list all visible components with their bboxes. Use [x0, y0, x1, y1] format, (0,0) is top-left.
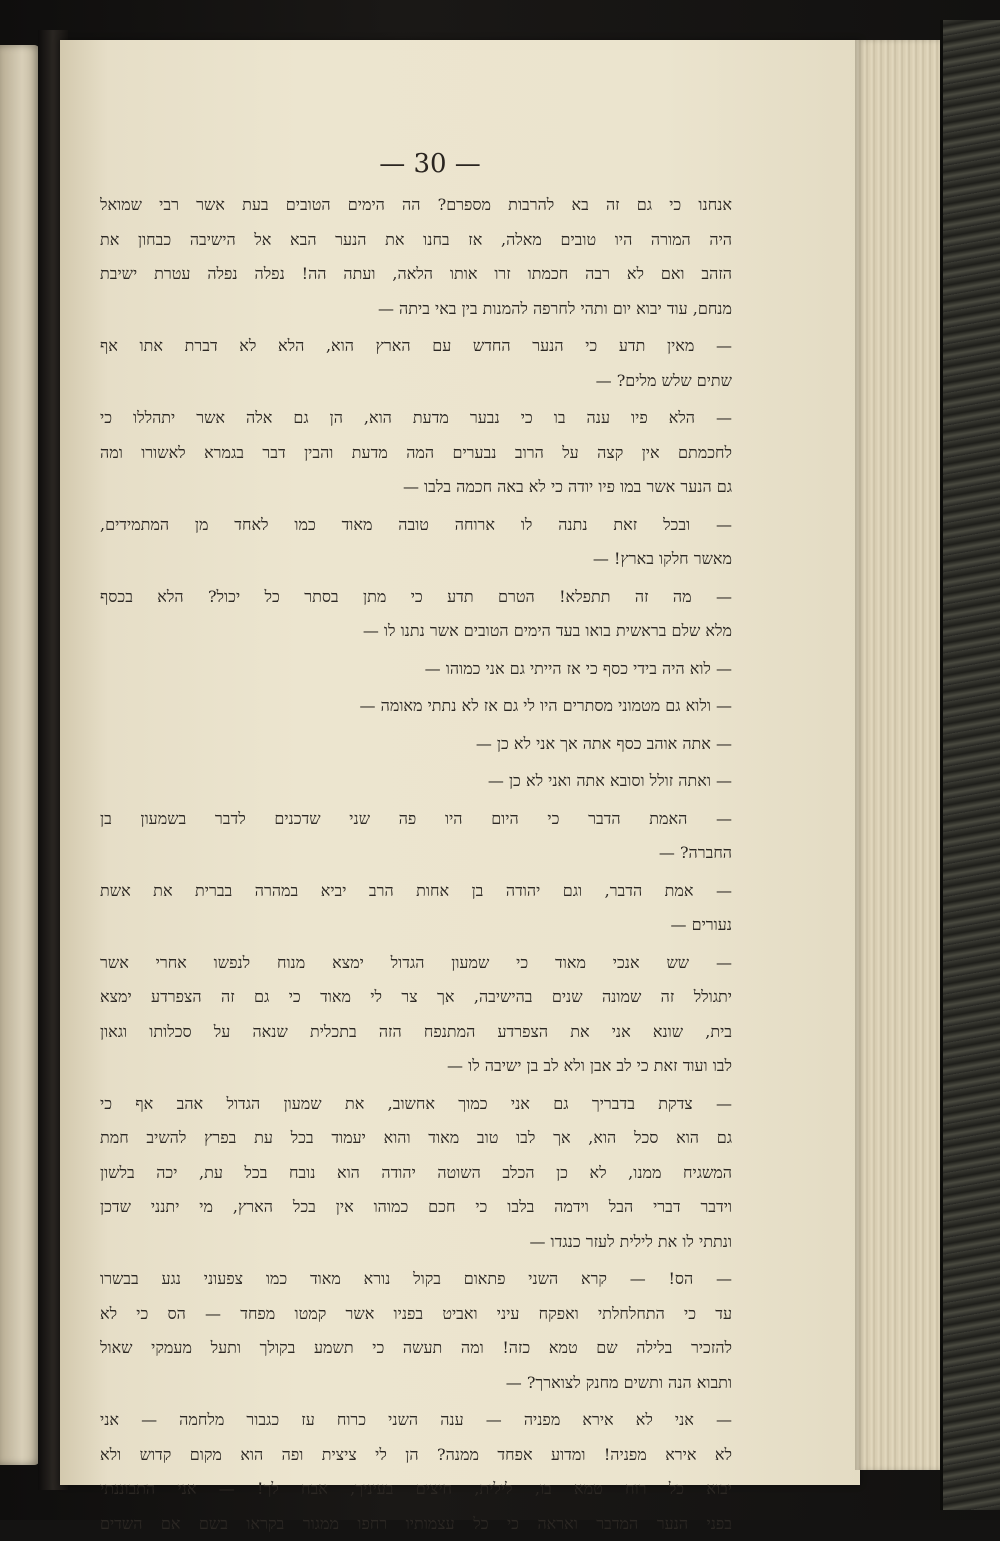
text-line: ונתתי לו את לילית לעזר כנגדו —	[100, 1225, 732, 1260]
text-line: — ואתה זולל וסובא אתה ואני לא כן —	[100, 764, 732, 799]
body-text	[100, 188, 732, 1541]
text-line: החברה? —	[100, 836, 732, 871]
text-line: גם הנער אשר במו פיו יודה כי לא באה חכמה בלבו —	[100, 470, 732, 505]
text-line: היה המורה היו טובים מאלה, אז בחנו את הנער הבא אל הישיבה כבחון את	[100, 223, 732, 258]
page-number: — 30 —	[300, 146, 560, 182]
text-line: המשגיח ממנו, לא כן הכלב השוטה יהודה הוא נובח בכל עת, יכה בלשון	[100, 1156, 732, 1191]
text-line: — הלא פיו ענה בו כי נבער מדעת הוא, הן גם אלה אשר יתהללו כי	[100, 401, 732, 436]
text-line: לבו ועוד זאת כי לב אבן ולא לב בן ישיבה לו —	[100, 1049, 732, 1084]
text-line: — אני לא אירא מפניה — ענה השני כרוח עז כגבור מלחמה — אני	[100, 1403, 732, 1438]
book-cover	[940, 20, 1000, 1510]
text-line: — האמת הדבר כי היום היו פה שני שדכנים לדבר בשמעון בן	[100, 802, 732, 837]
text-line: — מאין תדע כי הנער החדש עם הארץ הוא, הלא לא דברת אתו אף	[100, 329, 732, 364]
text-line: — אמת הדבר, וגם יהודה בן אחות הרב יביא במהרה בברית את אשת	[100, 874, 732, 909]
text-line: אנחנו כי גם זה בא להרבות מספרם? הה הימים הטובים בעת אשר רבי שמואל	[100, 188, 732, 223]
text-line: — ולוא גם מטמוני מסתרים היו לי גם אז לא נתתי מאומה —	[100, 689, 732, 724]
text-line: בית, שונא אני את הצפרדע המתנפח הזה בתכלית שנאה על סכלותו וגאון	[100, 1015, 732, 1050]
text-line: שתים שלש מלים? —	[100, 364, 732, 399]
text-line: מלא שלם בראשית בואו בעד הימים הטובים אשר נתנו לו —	[100, 614, 732, 649]
text-line: מנחם, עוד יבוא יום ותהי לחרפה להמנות בין באי ביתה —	[100, 292, 732, 327]
text-line: מאשר חלקו בארץ! —	[100, 542, 732, 577]
text-line: עד כי התחלחלתי ואפקח עיני ואביט בפניו אשר קמטו מפחד — הס כי לא	[100, 1297, 732, 1332]
text-line: וידבר דברי הבל וידמה בלבו כי חכם כמוהו אין בכל הארץ, מי יתנני שדכן	[100, 1190, 732, 1225]
text-line: בפני הנער המדבר ואראה כי כל עצמותיו רחפו ממגור בקראו בשם אם השדים	[100, 1507, 732, 1541]
text-line: — ובכל זאת נתנה לו ארוחה טובה מאוד כמו לאחד מן המתמידים,	[100, 508, 732, 543]
text-line: גם הוא סכל הוא, אך לבו טוב מאוד והוא יעמוד בכל עת בפרץ להשיב חמת	[100, 1121, 732, 1156]
text-line: יתגולל זה שמונה שנים בהישיבה, אך צר לי מאוד כי גם זה הצפרדע ימצא	[100, 980, 732, 1015]
left-page-edge	[0, 45, 40, 1465]
text-line: להזכיר בלילה שם טמא כזה! ומה תעשה כי תשמע בקולך ותעל מעמקי שאול	[100, 1331, 732, 1366]
text-line: — הס! — קרא השני פתאום בקול נורא מאוד כמו צפעוני נגע בבשרו	[100, 1262, 732, 1297]
text-line: — צדקת בדבריך גם אני כמוך אחשוב, את שמעון הגדול אהב אף כי	[100, 1087, 732, 1122]
text-line: הזהב ואם לא רבה חכמתו זרו אותו הלאה, ועתה הה! נפלה נפלה עטרת ישיבת	[100, 257, 732, 292]
text-line: יבוא כל רוח טמא בו, לילית, חיצים בעיניך, אבח לך! — אני התבוננתי	[100, 1472, 732, 1507]
text-line: — מה זה תתפלא! הטרם תדע כי מתן בסתר כל יכול? הלא בכסף	[100, 580, 732, 615]
text-line: לא אירא מפניה! ומדוע אפחד ממנה? הן לי ציצית ופה הוא מקום קדוש ולא	[100, 1438, 732, 1473]
text-line: ותבוא הנה ותשים מחנק לצוארך? —	[100, 1366, 732, 1401]
text-line: — שש אנכי מאוד כי שמעון הגדול ימצא מנוח לנפשו אחרי אשר	[100, 946, 732, 981]
text-line: נעורים —	[100, 908, 732, 943]
text-line: לחכמתם אין קצה על הרוב נבערים המה מדעת והבין דבר בגמרא לאשורו ומה	[100, 436, 732, 471]
text-line: — אתה אוהב כסף אתה אך אני לא כן —	[100, 727, 732, 762]
page-edges	[855, 40, 945, 1470]
text-line: — לוא היה בידי כסף כי אז הייתי גם אני כמוהו —	[100, 652, 732, 687]
